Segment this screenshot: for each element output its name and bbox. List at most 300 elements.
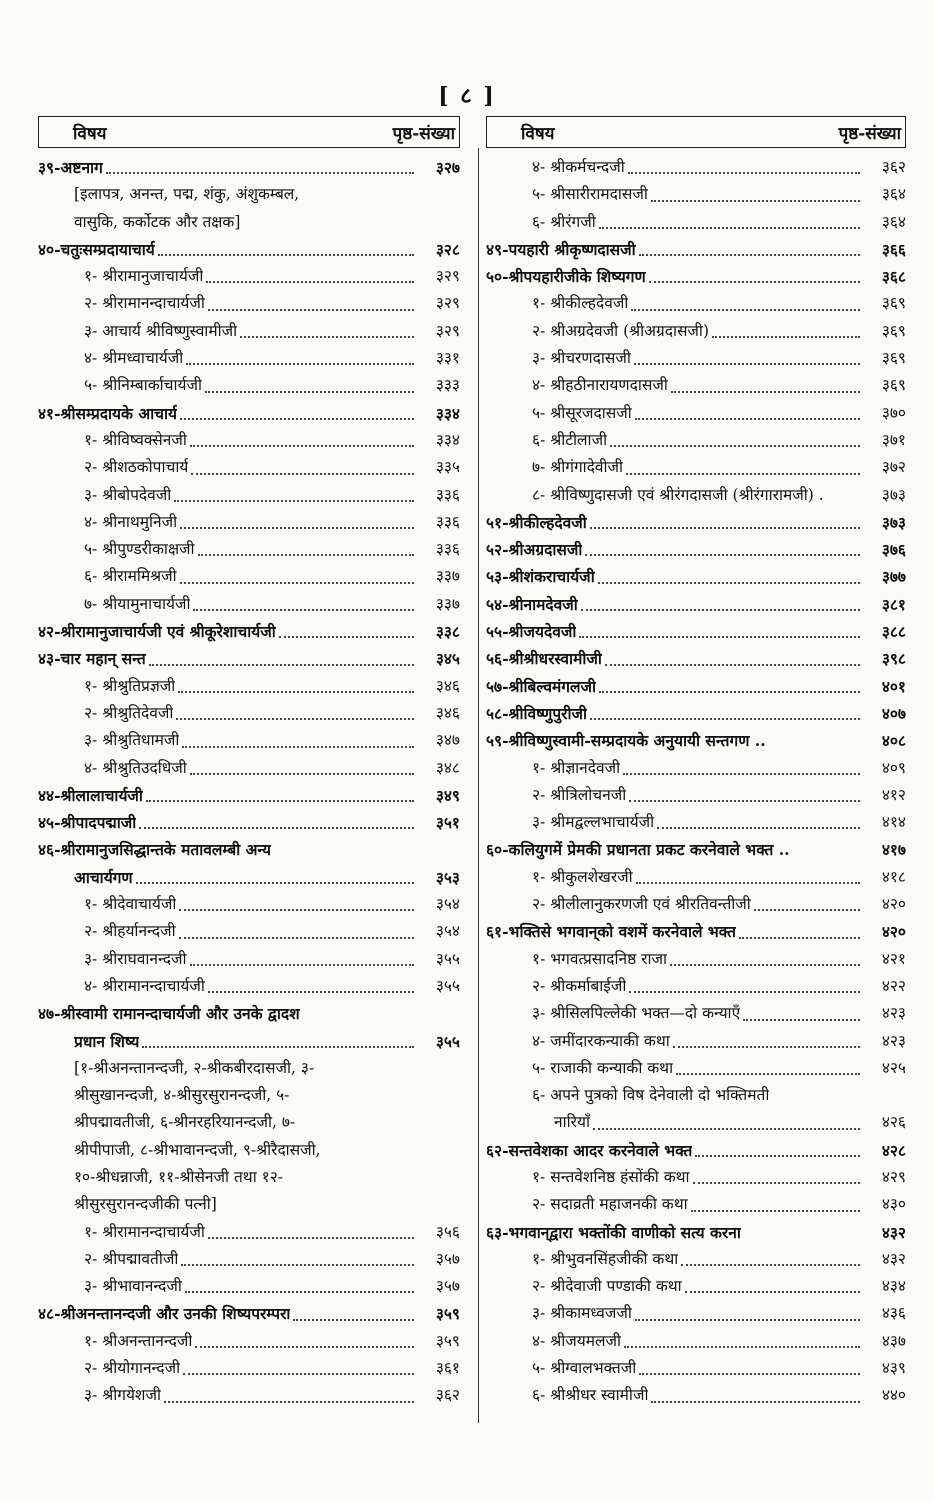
toc-page-number: ३५५ (435, 949, 460, 968)
toc-entry (38, 1055, 460, 1082)
dot-leader (624, 1346, 860, 1348)
toc-entry (38, 673, 460, 700)
dot-leader (185, 1291, 414, 1293)
dot-leader (106, 172, 414, 174)
toc-entry-title: ४५-श्रीपादपद्माजी (38, 813, 137, 833)
dot-leader (179, 909, 414, 911)
toc-entry-title: ५- श्रीसूरजदासजी (532, 403, 632, 422)
toc-entry (38, 181, 460, 208)
dot-leader (198, 554, 414, 556)
toc-entry-title: ५१-श्रीकील्हदेवजी (486, 512, 587, 532)
dot-leader (180, 527, 414, 529)
toc-page-number: ४१२ (881, 785, 906, 804)
toc-section (486, 700, 906, 727)
dot-leader (298, 1128, 414, 1130)
toc-entry (38, 891, 460, 918)
toc-entry-title: ४- श्रीकर्मचन्दजी (532, 158, 625, 176)
toc-entry (38, 1273, 460, 1300)
toc-entry (486, 154, 906, 181)
toc-page-number: ३५९ (435, 1331, 460, 1350)
toc-entry (38, 372, 460, 399)
dot-leader (676, 1073, 860, 1075)
dot-leader (178, 691, 414, 693)
dot-leader (174, 500, 414, 502)
toc-entry-title: २- श्रीकर्माबाईजी (532, 976, 627, 995)
toc-entry-title: ६- श्रीश्रीधर स्वामीजी (532, 1386, 649, 1405)
toc-section (38, 618, 460, 645)
toc-entry-title: १- श्रीअनन्तानन्दजी (84, 1331, 193, 1350)
toc-entry (38, 727, 460, 754)
toc-section (486, 1219, 906, 1246)
toc-entry-title: ६३-भगवान्‌द्वारा भक्तोंकी वाणीको सत्य करना (486, 1222, 741, 1242)
toc-entry-title: ५- राजाकी कन्याकी कथा (532, 1058, 674, 1077)
toc-entry-title: ६- अपने पुत्रको विष देनेवाली दो भक्तिमती (532, 1086, 770, 1105)
toc-page-number: ४०१ (881, 676, 906, 696)
dot-leader (149, 664, 414, 666)
dot-leader (754, 909, 860, 911)
toc-entry-title: ४९-पयहारी श्रीकृष्णदासजी (486, 239, 636, 259)
toc-page-number: ४१८ (881, 867, 906, 886)
toc-section (486, 563, 906, 590)
toc-entry-title: ४- श्रीश्रुतिउदधिजी (84, 758, 187, 777)
toc-page-number: ४१४ (881, 813, 906, 832)
toc-page-number: ४२८ (881, 1140, 906, 1160)
toc-entry-title: ४- जमींदारकन्याकी कथा (532, 1031, 670, 1050)
dot-leader (590, 527, 860, 529)
toc-page-number: ३२९ (435, 321, 460, 340)
toc-entry (486, 1082, 906, 1109)
toc-page-number: ४२५ (881, 1058, 906, 1077)
dot-leader (286, 1182, 414, 1184)
toc-page-number: ३७६ (881, 540, 906, 560)
toc-entry (486, 946, 906, 973)
toc-page-number: ४४० (881, 1386, 906, 1405)
toc-entry (486, 864, 906, 891)
dot-leader (793, 855, 860, 857)
toc-entry-title: ४६-श्रीरामानुजसिद्धान्तके मतावलम्बी अन्य (38, 840, 272, 860)
dot-leader (593, 1128, 860, 1130)
dot-leader (195, 1346, 414, 1348)
dot-leader (240, 336, 414, 338)
dot-leader (651, 200, 860, 202)
toc-entry-title: ३- श्रीकामध्वजजी (532, 1304, 632, 1323)
toc-entry-title: २- श्रीयोगानन्दजी (84, 1359, 181, 1378)
toc-entry-title: १- श्रीभुवनसिंहजीकी कथा (532, 1249, 679, 1268)
toc-page-number: ३३४ (435, 403, 460, 423)
toc-entry-title: ६०-कलियुगमें प्रेमकी प्रधानता प्रकट करनेवाले भक्त .. (486, 840, 790, 860)
toc-entry-title: ५- श्रीपुण्डरीकाक्षजी (84, 540, 195, 559)
toc-page-number: ४३६ (881, 1304, 906, 1323)
toc-entry-title: ४३-चार महान् सन्त (38, 649, 146, 669)
toc-section (38, 1000, 460, 1027)
dot-leader (605, 664, 860, 666)
dot-leader (581, 609, 860, 611)
dot-leader (180, 418, 414, 420)
toc-entry (38, 591, 460, 618)
toc-entry-title: ५०-श्रीपयहारीजीके शिष्यगण (486, 267, 646, 287)
toc-page-number: ४३९ (881, 1359, 906, 1378)
dot-leader (657, 827, 860, 829)
toc-page-number: ४०९ (881, 758, 906, 777)
toc-entry-title: वासुकि, कर्कोटक और तक्षक] (74, 212, 241, 231)
dot-leader (651, 1401, 860, 1403)
dot-leader (274, 855, 414, 857)
toc-entry (38, 1382, 460, 1409)
dot-leader (208, 309, 414, 311)
toc-entry-title: ६- श्रीरंगजी (532, 212, 596, 231)
dot-leader (590, 718, 860, 720)
dot-leader (206, 281, 414, 283)
toc-page-number: ३५३ (435, 867, 460, 887)
dot-leader (649, 281, 860, 283)
toc-entry-title: १- भगवत्प्रसादनिष्ठ राजा (532, 949, 668, 968)
toc-entry-title: ७- श्रीगंगादेवीजी (532, 458, 624, 477)
dot-leader (685, 1291, 860, 1293)
toc-entry-title: १०-श्रीधन्नाजी, ११-श्रीसेनजी तथा १२- (74, 1167, 284, 1186)
toc-entry-title: ४- श्रीजयमलजी (532, 1331, 621, 1350)
toc-entry (38, 209, 460, 236)
toc-page-number: ३६९ (881, 321, 906, 340)
dot-leader (743, 1019, 860, 1021)
dot-leader (629, 991, 860, 993)
toc-page-number: ३८८ (881, 622, 906, 642)
toc-entry-title: २- श्रीपद्मावतीजी (84, 1249, 179, 1268)
dot-leader (303, 1019, 414, 1021)
toc-page-number: ३६९ (881, 376, 906, 395)
toc-column-right (486, 116, 906, 1410)
toc-page-number: ३५४ (435, 922, 460, 941)
toc-page-number: ४३४ (881, 1277, 906, 1296)
toc-entry-title: २- श्रीत्रिलोचनजी (532, 785, 627, 804)
toc-entry (38, 563, 460, 590)
toc-entry (486, 372, 906, 399)
toc-page-number: ३३८ (435, 622, 460, 642)
toc-entry-title: ५५-श्रीजयदेवजी (486, 622, 577, 642)
toc-entry (38, 973, 460, 1000)
toc-entry-title: प्रधान शिष्य (74, 1031, 140, 1051)
toc-entry-title: ५८-श्रीविष्णुपुरीजी (486, 703, 588, 723)
toc-entry-title: [इलापत्र, अनन्त, पद्म, शंकु, अंशुकम्बल, (74, 185, 300, 204)
toc-page-number: ३६१ (435, 1359, 460, 1378)
dot-leader (635, 1319, 860, 1321)
toc-page-number: ४२० (881, 895, 906, 914)
dot-leader (146, 800, 414, 802)
toc-entry (38, 1355, 460, 1382)
toc-entry (38, 946, 460, 973)
toc-entry-title: १- श्रीरामानुजाचार्यजी (84, 267, 204, 286)
toc-entry-title: ३- श्रीराघवानन्दजी (84, 949, 187, 968)
toc-page-number: ३५५ (435, 976, 460, 995)
dot-leader (634, 363, 860, 365)
header-page-count: पृष्ठ-संख्या (838, 123, 901, 144)
dot-leader (190, 964, 415, 966)
toc-entry (486, 1000, 906, 1027)
toc-page-number: ३४६ (435, 676, 460, 695)
dot-leader (191, 473, 414, 475)
toc-page-number: ३५१ (435, 813, 460, 833)
dot-leader (293, 1319, 414, 1321)
dot-leader (164, 1401, 414, 1403)
toc-entry-title: ५७-श्रीबिल्वमंगलजी (486, 676, 597, 696)
toc-page-number: ३६२ (435, 1386, 460, 1405)
dot-leader (208, 1237, 414, 1239)
toc-entry-title: ३- श्रीबोपदेवजी (84, 485, 172, 504)
toc-entry-title: २- श्रीशठकोपाचार्य (84, 458, 189, 477)
toc-entry-title: ३- श्रीगयेशजी (84, 1386, 161, 1405)
toc-page-number: ३४६ (435, 703, 460, 722)
toc-entry (486, 400, 906, 427)
toc-entry-title: ४- श्रीनाथमुनिजी (84, 512, 178, 531)
toc-entry-title: ४- श्रीहठीनारायणदासजी (532, 376, 668, 395)
toc-entry-title: ५४-श्रीनामदेवजी (486, 594, 578, 614)
toc-entry-title: १- श्रीरामानन्दाचार्यजी (84, 1222, 205, 1241)
dot-leader (772, 1100, 860, 1102)
toc-entry (38, 1164, 460, 1191)
toc-entry-title: ६१-भक्तिसे भगवान्‌को वशमें करनेवाले भक्त (486, 922, 736, 942)
toc-entry (38, 700, 460, 727)
toc-entry-title: १- श्रीदेवाचार्यजी (84, 895, 177, 914)
toc-section (486, 618, 906, 645)
toc-entry (38, 482, 460, 509)
toc-entry-title: १- श्रीकुलशेखरजी (532, 867, 633, 886)
toc-entry-title: ४०-चतुःसम्प्रदायाचार्य (38, 239, 155, 259)
toc-section (486, 536, 906, 563)
toc-entry-title: ३- आचार्य श्रीविष्णुस्वामीजी (84, 321, 238, 340)
toc-section (486, 591, 906, 618)
toc-entry (486, 181, 906, 208)
toc-page-number: ३६९ (881, 294, 906, 313)
dot-leader (292, 1100, 414, 1102)
dot-leader (599, 691, 860, 693)
toc-page-number: ३७७ (881, 567, 906, 587)
dot-leader (179, 937, 414, 939)
dot-leader (190, 445, 414, 447)
toc-entry (38, 1109, 460, 1136)
toc-section (486, 509, 906, 536)
dot-leader (190, 773, 414, 775)
toc-entry (38, 1082, 460, 1109)
toc-page-number: ४१७ (881, 840, 906, 860)
toc-entry (486, 1055, 906, 1082)
toc-section (38, 836, 460, 863)
toc-section (38, 782, 460, 809)
dot-leader (629, 800, 860, 802)
toc-entry (486, 891, 906, 918)
toc-page-number: ३३६ (435, 540, 460, 559)
toc-entry (38, 864, 460, 891)
toc-page-number: ३३५ (435, 458, 460, 477)
toc-entry (486, 1028, 906, 1055)
toc-entry (486, 1109, 906, 1136)
toc-entry-title: १- श्रीज्ञानदेवजी (532, 758, 621, 777)
dot-leader (639, 254, 860, 256)
toc-entry-title: आचार्यगण (74, 867, 133, 887)
toc-entry (38, 1246, 460, 1273)
toc-entry-title: ३- श्रीसिलपिल्लेकी भक्त—दो कन्याएँ (532, 1004, 741, 1023)
dot-leader (139, 827, 414, 829)
toc-entry (38, 1137, 460, 1164)
toc-entry-title: २- श्रीअग्रदेवजी (श्रीअग्रदासजी) (532, 321, 709, 340)
toc-section (486, 836, 906, 863)
dot-leader (635, 418, 860, 420)
dot-leader (317, 1073, 414, 1075)
toc-entry (38, 536, 460, 563)
toc-page-number: ४३७ (881, 1331, 906, 1350)
column-header-left (38, 116, 460, 148)
toc-entry (38, 1191, 460, 1218)
toc-entry (486, 755, 906, 782)
toc-entry (486, 482, 906, 509)
dot-leader (636, 882, 860, 884)
toc-list-left (38, 154, 460, 1410)
toc-entry (486, 1246, 906, 1273)
toc-entry-title: ५- श्रीनिम्बार्काचार्यजी (84, 376, 203, 395)
toc-entry (486, 1328, 906, 1355)
toc-entry-title: ४४-श्रीलालाचार्यजी (38, 785, 143, 805)
dot-leader (585, 554, 860, 556)
toc-entry-title: ७- श्रीयामुनाचार्यजी (84, 594, 191, 613)
toc-section (486, 1137, 906, 1164)
toc-section (486, 645, 906, 672)
dot-leader (208, 991, 414, 993)
dot-leader (324, 1155, 414, 1157)
dot-leader (158, 254, 414, 256)
toc-page-number: ३५४ (435, 895, 460, 914)
toc-section (38, 1300, 460, 1327)
toc-page-number: ३३६ (435, 485, 460, 504)
toc-page-number: ४२९ (881, 1167, 906, 1186)
header-subject: विषय (73, 123, 107, 144)
toc-page-number: ३३३ (435, 376, 460, 395)
dot-leader (142, 1046, 414, 1048)
toc-page-number: ३२९ (435, 294, 460, 313)
dot-leader (739, 937, 860, 939)
toc-page-number: ३२९ (435, 267, 460, 286)
toc-entry-title: २- श्रीश्रुतिदेवजी (84, 703, 174, 722)
dot-leader (827, 500, 860, 502)
toc-entry (486, 454, 906, 481)
toc-entry-title: [१-श्रीअनन्तानन्दजी, २-श्रीकबीरदासजी, ३- (74, 1058, 315, 1077)
dot-leader (181, 1264, 414, 1266)
toc-entry-title: ५२-श्रीअग्रदासजी (486, 540, 583, 560)
toc-page-number: ४२३ (881, 1004, 906, 1023)
toc-page-number: ३५५ (435, 1031, 460, 1051)
toc-entry (38, 427, 460, 454)
header-subject: विषय (521, 123, 555, 144)
toc-page-number: ३६४ (881, 185, 906, 204)
dot-leader (671, 391, 860, 393)
toc-entry-title: ५६-श्रीश्रीधरस्वामीजी (486, 649, 602, 669)
toc-entry (486, 1300, 906, 1327)
toc-page-number: ३७१ (881, 430, 906, 449)
toc-page-number: ३८१ (881, 594, 906, 614)
dot-leader (243, 227, 414, 229)
dot-leader (626, 473, 860, 475)
toc-page-number: ३३७ (435, 567, 460, 586)
toc-entry-title: ३- श्रीभावानन्दजी (84, 1277, 182, 1296)
toc-page-number: ४२६ (881, 1113, 906, 1132)
dot-leader (691, 1210, 860, 1212)
dot-leader (610, 445, 860, 447)
toc-entry (486, 345, 906, 372)
toc-section (486, 727, 906, 754)
toc-entry-title: २- श्रीलीलानुकरणजी एवं श्रीरतिवन्तीजी (532, 895, 751, 914)
column-header-right (486, 116, 906, 148)
toc-page-number: ४२३ (881, 1031, 906, 1050)
dot-leader (180, 582, 414, 584)
toc-entry-title: २- श्रीहर्यानन्दजी (84, 922, 176, 941)
toc-entry-title: श्रीपद्मावतीजी, ६-श्रीनरहरियानन्दजी, ७- (74, 1113, 296, 1132)
toc-entry-title: ५३-श्रीशंकराचार्यजी (486, 567, 595, 587)
toc-entry (486, 427, 906, 454)
toc-page-number: ३७२ (881, 458, 906, 477)
toc-entry (38, 318, 460, 345)
toc-entry (38, 290, 460, 317)
toc-page-number: ४३२ (881, 1222, 906, 1242)
toc-page-number: ३७३ (881, 512, 906, 532)
toc-entry (38, 454, 460, 481)
header-page-count: पृष्ठ-संख्या (392, 123, 455, 144)
toc-entry-title: ३९-अष्टनाग (38, 158, 103, 177)
toc-entry-title: ५- श्रीग्वालभक्तजी (532, 1359, 637, 1378)
toc-entry (486, 1191, 906, 1218)
dot-leader (681, 1264, 860, 1266)
toc-page-number: ४२० (881, 922, 906, 942)
toc-page-number: ३७० (881, 403, 906, 422)
toc-section (486, 236, 906, 263)
toc-entry (486, 1382, 906, 1409)
toc-page-number: ४२२ (881, 976, 906, 995)
toc-entry-title: ४- श्रीमध्वाचार्यजी (84, 349, 184, 368)
toc-page-number: ३६६ (881, 239, 906, 259)
toc-entry-title: १- श्रीकील्हदेवजी (532, 294, 629, 313)
toc-section (38, 154, 460, 181)
toc-section (486, 673, 906, 700)
toc-entry-title: ४८-श्रीअनन्तानन्दजी और उनकी शिष्यपरम्परा (38, 1304, 291, 1324)
toc-entry-title: श्रीसुरसुरानन्दजीकी पत्नी] (74, 1195, 217, 1214)
toc-entry-title: २- श्रीदेवाजी पण्डाकी कथा (532, 1277, 682, 1296)
toc-entry (486, 809, 906, 836)
toc-section (38, 236, 460, 263)
dot-leader (302, 200, 414, 202)
toc-entry (486, 318, 906, 345)
toc-entry (38, 1028, 460, 1055)
dot-leader (182, 746, 414, 748)
toc-entry-title: श्रीपीपाजी, ८-श्रीभावानन्दजी, ९-श्रीरैदासजी, (74, 1140, 321, 1159)
toc-page-number: ३३६ (435, 512, 460, 531)
dot-leader (186, 363, 414, 365)
toc-page-number: ३६९ (881, 349, 906, 368)
dot-leader (623, 773, 860, 775)
toc-page-number: ३३१ (435, 349, 460, 368)
toc-page-number: ३४८ (435, 758, 460, 777)
toc-page-number: ३३४ (435, 430, 460, 449)
toc-page-number: ३२८ (435, 239, 460, 259)
toc-entry-title: ६- श्रीटीलाजी (532, 430, 608, 449)
dot-leader (744, 1237, 860, 1239)
toc-page-number: ३४९ (435, 785, 460, 805)
toc-entry (38, 1328, 460, 1355)
toc-entry-title: १- श्रीश्रुतिप्रज्ञजी (84, 676, 176, 695)
dot-leader (183, 1373, 414, 1375)
toc-page-number: ३९८ (881, 649, 906, 669)
dot-leader (220, 1210, 414, 1212)
toc-page-number: ३५६ (435, 1222, 460, 1241)
dot-leader (628, 172, 860, 174)
toc-entry-title: ५- श्रीसारीरामदासजी (532, 185, 648, 204)
toc-section (486, 263, 906, 290)
dot-leader (639, 1373, 860, 1375)
